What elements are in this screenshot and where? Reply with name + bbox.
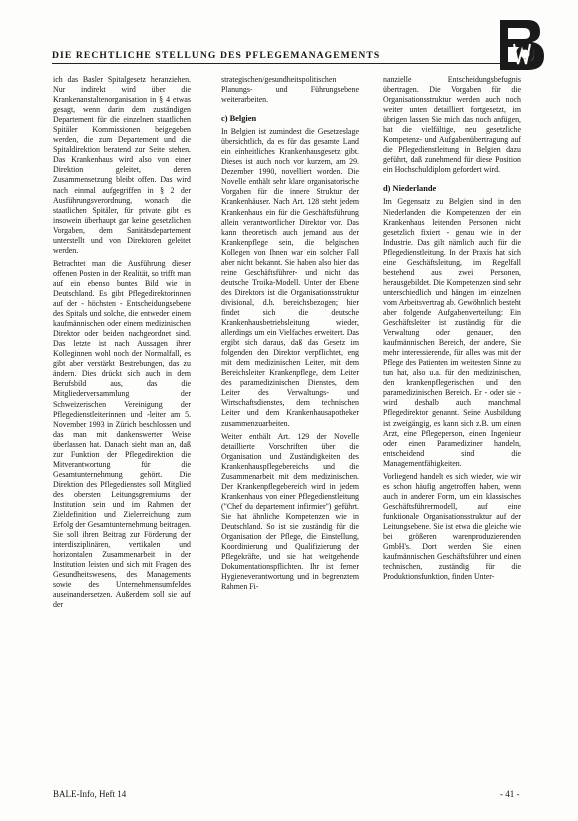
section-heading: d) Niederlande (383, 184, 437, 194)
paragraph: Im Gegensatz zu Belgien sind in den Niederlanden die Kompetenzen der ein Krankenhaus leitenden Personen nicht gesetzlich fixiert - genau wie in der Industrie. Das gilt nämlich auch für die Pflegedienstleitung. In der Praxis hat sich eine Geschäftsleitung, im Regelfall bestehend aus zwei Personen, herausgebildet. Die Kompetenzen sind sehr unterschiedlich und hängen im einzelnen vom Arbeitsvertrag ab. Gewöhnlich besteht aber folgende Aufgabenverteilung: Ein Geschäftsleiter ist zuständig für die Verwaltung oder genauer, den kaufmännischen Bereich, der andere, Sie mehr interessierende, für alles was mit der Pflege des Patienten im weitesten Sinne zu tun hat, also u.a. für den medizinischen, den krankenpflegerischen und den paramedizinischen Bereich. Er - oder sie - wird deshalb auch manchmal Pflegedirektor genannt. Seine Ausbildung ist zweigängig, es kann sich z.B. um einen Arzt, eine Pflegeperson, einen Ingenieur oder einen Paramediziner handeln, entscheidend sind die Managementfähigkeiten. (383, 197, 521, 468)
paragraph: Weiter enthält Art. 129 der Novelle detaillierte Vorschriften über die Organisation und Zuständigkeiten des Krankenhauspflegebereichs und die Zusammenarbeit mit dem medizinischen. Der Krankenpflegebereich wird in jedem Krankenhaus von einer Pflegedienstleitung ("Chef du departement infirmier") geführt. Sie hat ähnliche Kompetenzen wie in Deutschland. So ist sie zuständig für die Organisation der Pflege, die Einstellung, Koordinierung und Qualifizierung der Pflegekräfte, und sie hat weitgehende Dokumentationspflichten. Ihr ist ferner Hygieneverantwortung und in begrenztem Rahmen Fi- (221, 431, 359, 592)
text-column-2 (221, 75, 359, 785)
section-heading: c) Belgien (221, 114, 257, 124)
paragraph: nanzielle Entscheidungsbefugnis übertragen. Die Vorgaben für die Organisationsstruktur werden auch noch weiter unten detailliert fortgesetzt, im übrigen lassen Sie mich das noch anfügen, hat die vielfältige, neu gesetzliche Kompetenz- und Aufgabenübertragung auf die Pflegedienstleitung in Belgien dazu geführt, daß zunehmend für diese Position ein Hochschuldiplom gefordert wird. (383, 75, 521, 175)
text-column-3 (383, 75, 521, 785)
paragraph: In Belgien ist zumindest die Gesetzeslage übersichtlich, da es für das gesamte Land ein einheitliches Krankenhausgesetz gibt. Dieses ist auch noch vor kurzem, am 29. Dezember 1990, novelliert worden. Die Novelle enthält sehr klare organisatorische Vorgaben für die innere Struktur der Krankenhäuser. Nach Art. 128 steht jedem Krankenhaus ein für die Geschäftsführung allein verantwortlicher Direktor vor. Das kann theoretisch auch jemand aus der Krankenpflege sein, die belgischen Kollegen von Ihnen war ein solcher Fall aber nicht bekannt. Sie haben also hier das reine Geschäftsführer- und nicht das deutsche Troika-Modell. Unter der Ebene des Direktors ist die Organisationsstruktur divisional, d.h. bereichsbezogen; hier findet sich die deutsche Krankenhausbetriebsleitung wieder, allerdings um ein Vielfaches erweitert. Das ergibt sich daraus, daß das Gesetz im folgenden den Direktor verpflichtet, eng mit dem medizinischen Leiter, mit dem Bereichsleiter Krankenpflege, dem Leiter des paramedizinischen Dienstes, dem Leiter des Verwaltungs- und Wirtschaftsdienstes, dem technischen Leiter und dem Krankenhausapotheker zusammenzuarbeiten. (221, 127, 359, 428)
paragraph: ich das Basler Spitalgesetz heranziehen. Nur indirekt wird über die Krankenanstaltenorganisation in § 4 etwas gesagt, wenn darin dem zuständigen Departement für die einzelnen staatlichen Spitäler Kommissionen beigegeben werden, die zum Departement und die Spitaldirektion beratend zur Seite stehen. Das Krankenhaus wird also von einer Direktion geleitet, deren Zusammensetzung bleibt offen. Das wird nach einmal aufgegriffen in § 2 der Ausführungsverordnung, wonach die staatlichen Spitäler, für private gibt es insowein überhaupt gar keine gesetzlichen Vorgaben, dem Sanitätsdepartement unterstellt und von Direktoren geleitet werden. (53, 75, 191, 255)
paragraph: strategischen/gesundheitspolitischen Planungs- und Führungsebene weiterarbeiten. (221, 75, 359, 105)
paragraph: Vorliegend handelt es sich wieder, wie wir es schon häufig angetroffen haben, wenn auch in anderer Form, um ein klassisches Geschäftsführermodell, auf eine funktionale Organisationsstruktur auf der Leitungsebene. Sie ist etwa die gleiche wie bei größeren warenproduzierenden GmbH's. Dort werden Sie einen kaufmännischen Geschäftsführer und einen technischen, zuständig für die Produktionsfunktion, finden Unter- (383, 471, 521, 582)
paragraph: Betrachtet man die Ausführung dieser offenen Posten in der Realität, so trifft man auf ein ebenso buntes Bild wie in Deutschland. Es gibt Pflegedirektorinnen auf der - höchsten - Entscheidungsebene des Spitals und solche, die entweder einem kaufmännischen oder einem medizinischen Direktor oder beiden nachgeordnet sind. Das letzte ist nach Aussagen ihrer Kolleginnen wohl noch der Normalfall, es gibt aber verstärkt Bestrebungen, das zu ändern. Dies drückt sich auch in dem Berufsbild aus, das die Mitgliederversammlung der Schweizerischen Vereinigung der Pflegedienstleiterinnen und -leiter am 5. November 1993 in Zürich beschlossen und das man mit dankenswerter Weise überlassen hat. Danach sieht man an, daß zur Funktion der Pflegedirektion die Mitverantwortung für die Gesamtunternehmung gehört. Die Direktion des Pflegedienstes soll Mitglied des obersten Leitungsgremiums der Institution sein und im Rahmen der Zieldefinition und Zielerreichung zum Erfolg der Gesamtunternehmung beitragen. Sie soll ihren Beitrag zur Förderung der interdisziplinären, vertikalen und horizontalen Zusammenarbeit in der Institution leisten und sich mit Fragen des Gesundheitswesens, des Managements sowie des Unternehmensumfeldes auseinandersetzen. Außerdem soll sie auf der (53, 258, 191, 610)
text-column-1 (53, 75, 191, 785)
bali-logo-icon (494, 14, 554, 74)
running-header: DIE RECHTLICHE STELLUNG DES PFLEGEMANAGEMENTS (52, 50, 500, 64)
footer-publication: BALE-Info, Heft 14 (53, 789, 127, 799)
page-number: - 41 - (500, 789, 520, 799)
